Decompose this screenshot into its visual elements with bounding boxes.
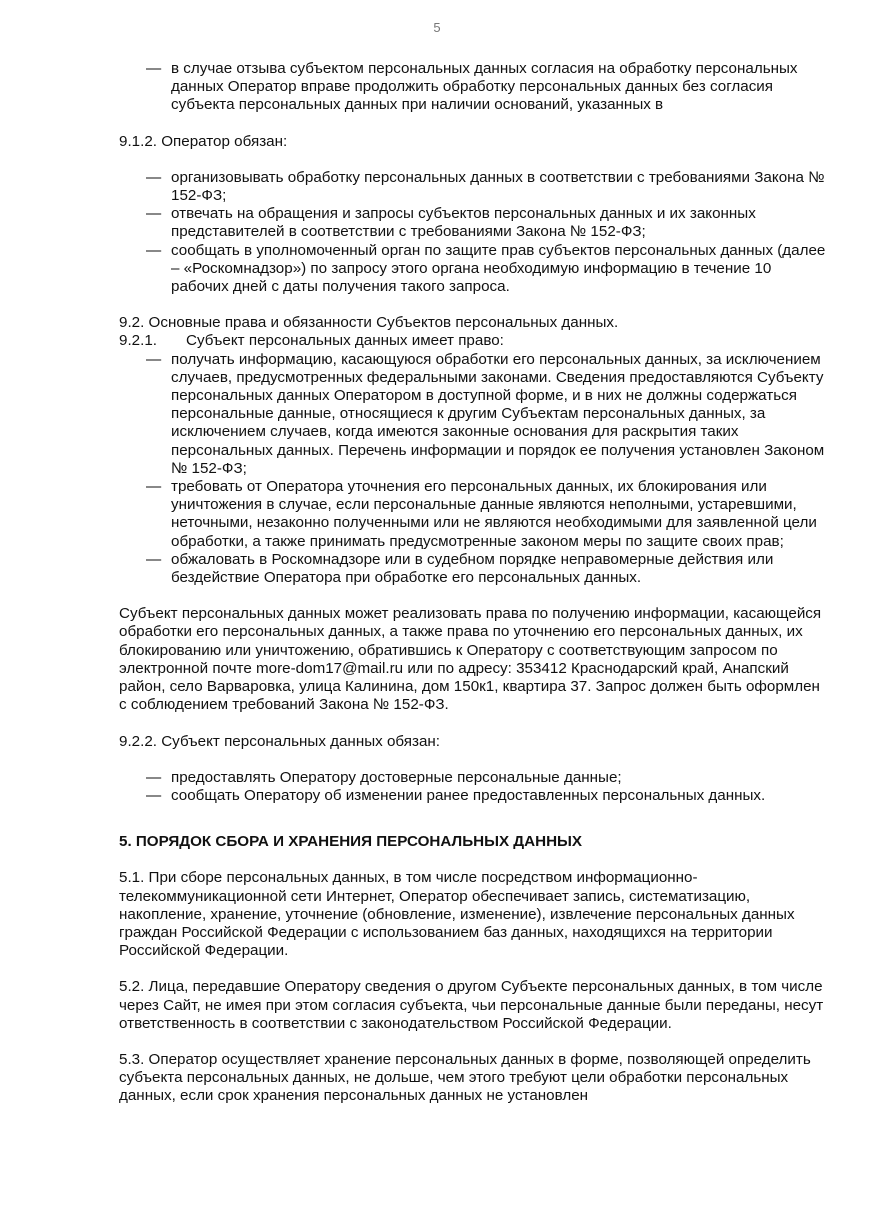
rights-paragraph: Субъект персональных данных может реализовать права по получению информации, касающейся обработки его персональных данных, а также права по уточнению его персональных данных, их блокированию или уничтожению, обратившись к Оператору с соответствующим запросом по электронной почте more-dom17@mail.ru или по адресу: 353412 Краснодарский край, Анапский район, село Варваровка, улица Калинина, дом 150к1, квартира 37. Запрос должен быть оформлен с соблюдением требований Закона № 152-ФЗ. bbox=[119, 605, 822, 714]
dash-bullet: — bbox=[146, 550, 162, 568]
list-item: — отвечать на обращения и запросы субъектов персональных данных и их законных представителей в соответствии с требованиями Закона № 152-ФЗ; bbox=[146, 205, 756, 241]
list-item: — получать информацию, касающуюся обработки его персональных данных, за исключением случаев, предусмотренных федеральными законами. Сведения предоставляются Субъекту персональных данных Оператором в доступной форме, и в них не должны содержаться персональные данные, относящиеся к другим Субъектам персональных данных, за исключением случаев, когда имеются законные основания для раскрытия таких персональных данных. Перечень информации и порядок ее получения установлен Законом № 152-ФЗ; bbox=[146, 350, 825, 477]
intro-list bbox=[119, 60, 827, 115]
section-label: Субъект персональных данных имеет право: bbox=[186, 332, 504, 350]
dash-bullet: — bbox=[146, 478, 162, 496]
subject-duties-list bbox=[119, 769, 827, 805]
list-item: — требовать от Оператора уточнения его персональных данных, их блокирования или уничтожения в случае, если персональные данные являются неполными, устаревшими, неточными, незаконно полученными или не являются необходимыми для заявленной цели обработки, а также принимать предусмотренные законом меры по защите своих прав; bbox=[146, 478, 817, 550]
dash-bullet: — bbox=[146, 205, 162, 223]
section-9-2-title: 9.2. Основные права и обязанности Субъектов персональных данных. bbox=[119, 314, 619, 332]
dash-bullet: — bbox=[146, 350, 162, 368]
dash-bullet: — bbox=[146, 241, 162, 259]
section-5-heading: 5. ПОРЯДОК СБОРА И ХРАНЕНИЯ ПЕРСОНАЛЬНЫХ ДАННЫХ bbox=[119, 833, 583, 851]
subject-rights-list bbox=[119, 351, 827, 588]
document-body bbox=[119, 60, 827, 1106]
dash-bullet: — bbox=[146, 168, 162, 186]
list-item: — организовывать обработку персональных данных в соответствии с требованиями Закона № 152-ФЗ; bbox=[146, 168, 825, 205]
dash-bullet: — bbox=[146, 768, 162, 786]
paragraph-5-1: 5.1. При сборе персональных данных, в том числе посредством информационно-телекоммуникационной сети Интернет, Оператор обеспечивает запись, систематизацию, накопление, хранение, уточнение (обновление, изменение), извлечение персональных данных граждан Российской Федерации с использованием баз данных, находящихся на территории Российской Федерации. bbox=[119, 869, 795, 960]
list-item: — в случае отзыва субъектом персональных данных согласия на обработку персональных данных Оператор вправе продолжить обработку персональных данных без согласия субъекта персональных данных при наличии оснований, указанных в bbox=[146, 60, 798, 114]
dash-bullet: — bbox=[146, 60, 162, 77]
dash-bullet: — bbox=[146, 786, 162, 804]
list-item: — обжаловать в Роскомнадзоре или в судебном порядке неправомерные действия или бездействие Оператора при обработке его персональных данных. bbox=[146, 550, 774, 587]
list-item: — предоставлять Оператору достоверные персональные данные; bbox=[146, 768, 622, 786]
section-9-1-2-title: 9.1.2. Оператор обязан: bbox=[119, 132, 288, 150]
section-9-2-2-title: 9.2.2. Субъект персональных данных обязан: bbox=[119, 732, 440, 750]
list-item: — сообщать в уполномоченный орган по защите прав субъектов персональных данных (далее – «Роскомнадзор») по запросу этого органа необходимую информацию в течение 10 рабочих дней с даты получения такого запроса. bbox=[146, 241, 826, 296]
list-item: — сообщать Оператору об изменении ранее предоставленных персональных данных. bbox=[146, 786, 766, 804]
operator-duties-list bbox=[119, 169, 827, 296]
page-number: 5 bbox=[433, 20, 441, 35]
section-9-2-1-title bbox=[119, 332, 827, 350]
paragraph-5-2: 5.2. Лица, передавшие Оператору сведения о другом Субъекте персональных данных, в том числе через Сайт, не имея при этом согласия субъекта, чьи персональные данные были переданы, несут ответственность в соответствии с законодательством Российской Федерации. bbox=[119, 978, 824, 1032]
paragraph-5-3: 5.3. Оператор осуществляет хранение персональных данных в форме, позволяющей определить субъекта персональных данных, не дольше, чем этого требуют цели обработки персональных данных, если срок хранения персональных данных не установлен bbox=[119, 1050, 811, 1105]
section-number: 9.2.1. bbox=[119, 332, 157, 350]
